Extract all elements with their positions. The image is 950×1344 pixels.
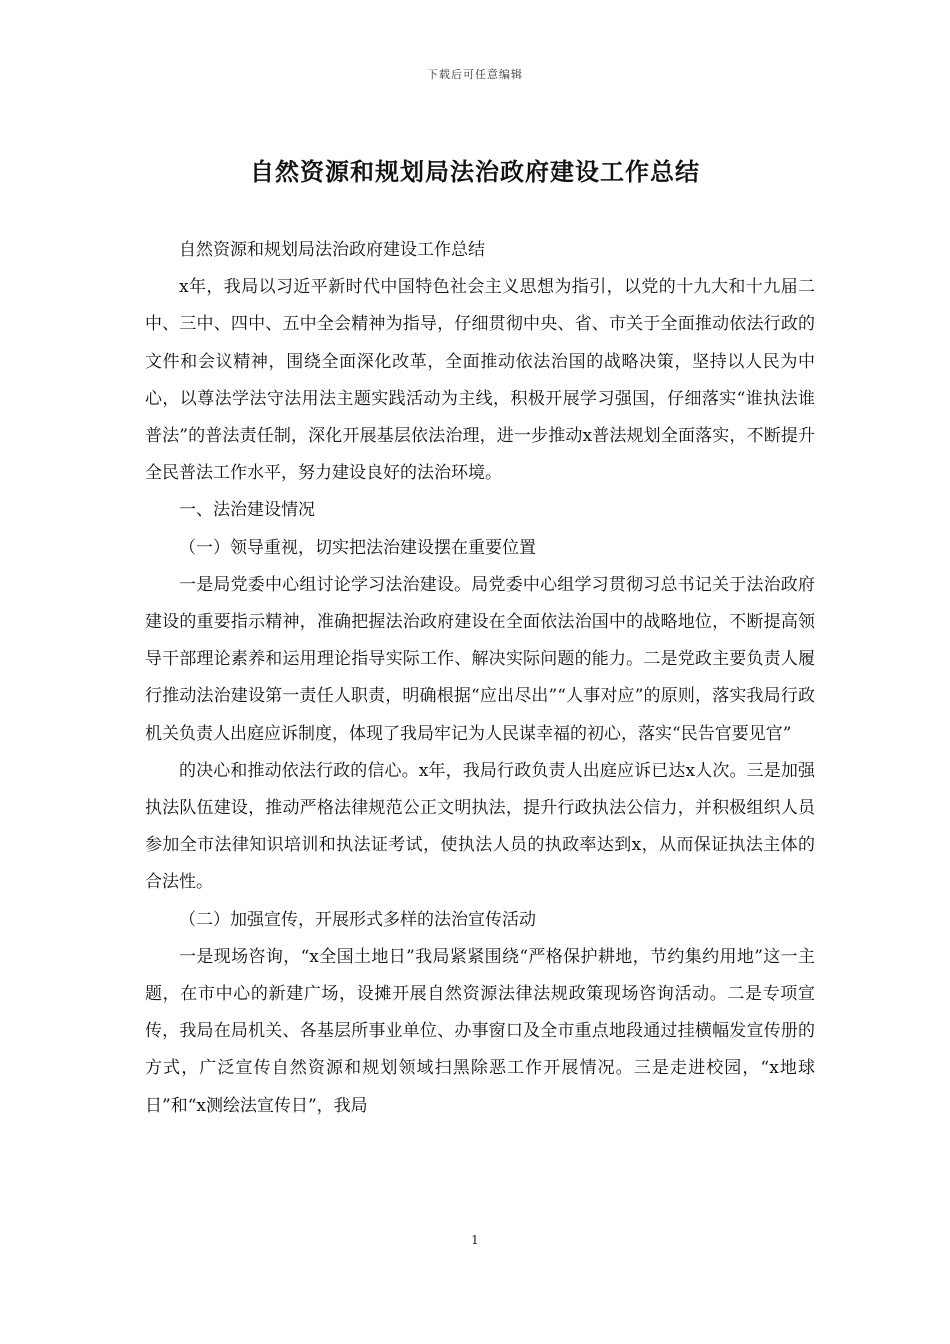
paragraph-intro: x年，我局以习近平新时代中国特色社会主义思想为指引，以党的十九大和十九届二中、三中、四中、五中全会精神为指导，仔细贯彻中央、省、市关于全面推动依法行政的文件和会议精神，围绕全面深化改革，全面推动依法治国的战略决策，坚持以人民为中心，以尊法学法守法用法主题实践活动为主线，积极开展学习强国，仔细落实“谁执法谁普法”的普法责任制，深化开展基层依法治理，进一步推动x普法规划全面落实，不断提升全民普法工作水平，努力建设良好的法治环境。 xyxy=(145,277,815,484)
document-title: 自然资源和规划局法治政府建设工作总结 xyxy=(250,157,700,186)
paragraph-leadership: 一是局党委中心组讨论学习法治建设。局党委中心组学习贯彻习总书记关于法治政府建设的重要指示精神，准确把握法治政府建设在全面依法治国中的战略地位，不断提高领导干部理论素养和运用理论指导实际工作、解决实际问题的能力。二是党政主要负责人履行推动法治建设第一责任人职责，明确根据“应出尽出”“人事对应”的原则，落实我局行政机关负责人出庭应诉制度，体现了我局牢记为人民谋幸福的初心，落实“民告官要见官” xyxy=(145,574,815,744)
paragraph-subtitle: 自然资源和规划局法治政府建设工作总结 xyxy=(179,240,485,260)
section-heading-1: 一、法治建设情况 xyxy=(179,500,315,521)
header-note: 下载后可任意编辑 xyxy=(427,68,523,81)
subsection-heading-2: （二）加强宣传，开展形式多样的法治宣传活动 xyxy=(179,909,536,930)
paragraph-publicity: 一是现场咨询，“x全国土地日”我局紧紧围绕“严格保护耕地，节约集约用地”这一主题，在市中心的新建广场，设摊开展自然资源法律法规政策现场咨询活动。二是专项宣传，我局在局机关、各基层所事业单位、办事窗口及全市重点地段通过挂横幅发宣传册的方式，广泛宣传自然资源和规划领域扫黑除恶工作开展情况。三是走进校园，“x地球日”和“x测绘法宣传日”，我局 xyxy=(145,946,815,1116)
paragraph-leadership-continued: 的决心和推动依法行政的信心。x年，我局行政负责人出庭应诉已达x人次。三是加强执法队伍建设，推动严格法律规范公正文明执法，提升行政执法公信力，并积极组织人员参加全市法律知识培训和执法证考试，使执法人员的执政率达到x，从而保证执法主体的合法性。 xyxy=(145,760,815,893)
document-body xyxy=(145,232,815,1125)
page-number: 1 xyxy=(471,1233,479,1247)
subsection-heading-1: （一）领导重视，切实把法治建设摆在重要位置 xyxy=(179,537,536,558)
